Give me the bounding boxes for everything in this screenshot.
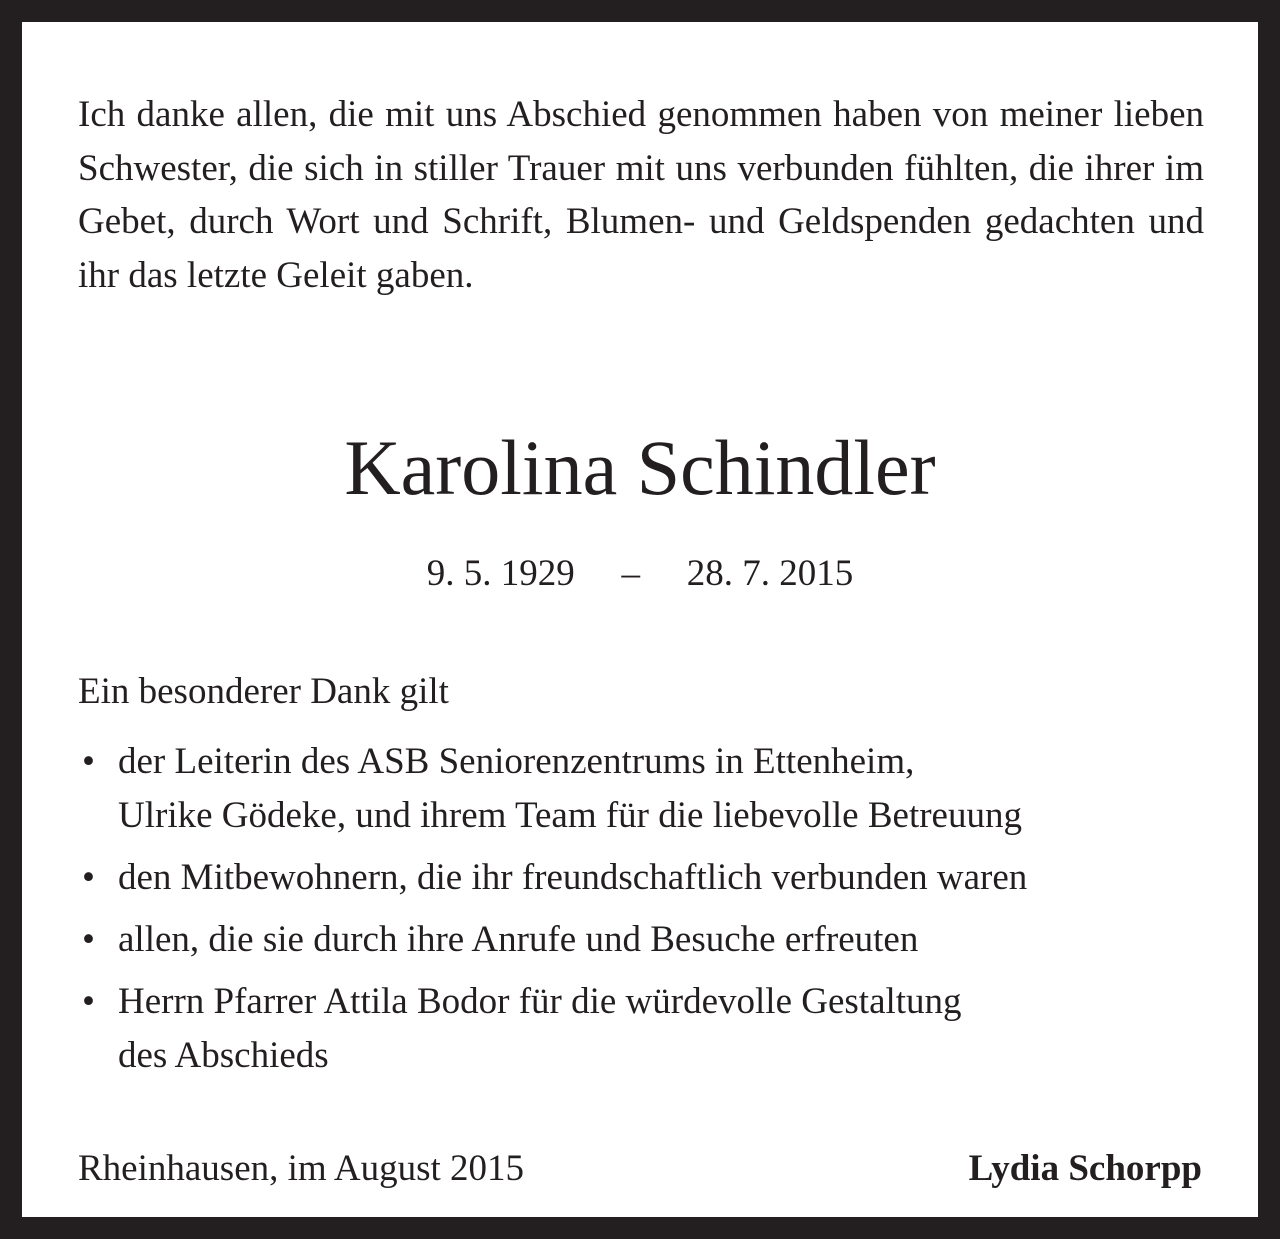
list-item: [78, 735, 1218, 843]
date-separator: –: [621, 553, 640, 594]
thanks-heading: Ein besonderer Dank gilt: [78, 671, 449, 712]
death-date: 28. 7. 2015: [686, 553, 854, 594]
life-dates: [22, 547, 1258, 601]
list-item: [78, 913, 1218, 967]
place-and-date: Rheinhausen, im August 2015: [78, 1148, 525, 1189]
list-item-line: Herrn Pfarrer Attila Bodor für die würdevolle Gestaltung: [118, 981, 962, 1022]
list-item-line: allen, die sie durch ihre Anrufe und Besuche erfreuten: [118, 919, 919, 960]
deceased-name: Karolina Schindler: [344, 424, 936, 511]
bullet-icon: •: [82, 857, 95, 898]
signature-name: Lydia Schorpp: [968, 1148, 1202, 1189]
list-item-line: des Abschieds: [118, 1035, 329, 1076]
bullet-icon: •: [82, 919, 95, 960]
intro-paragraph: Ich danke allen, die mit uns Abschied genommen haben von meiner lieben Schwester, die sich in stiller Trauer mit uns verbunden fühlten, die ihrer im Gebet, durch Wort und Schrift, Blumen- und Geldspenden gedachten und ihr das letzte Geleit gaben.: [78, 94, 1204, 296]
bullet-icon: •: [82, 741, 95, 782]
bullet-icon: •: [82, 981, 95, 1022]
list-item: [78, 975, 1218, 1083]
thanks-list: [78, 735, 1218, 1091]
birth-date: 9. 5. 1929: [426, 553, 575, 594]
list-item-line: der Leiterin des ASB Seniorenzentrums in Ettenheim,: [118, 741, 915, 782]
list-item-line: den Mitbewohnern, die ihr freundschaftlich verbunden waren: [118, 857, 1028, 898]
list-item: [78, 851, 1218, 905]
list-item-line: Ulrike Gödeke, und ihrem Team für die liebevolle Betreuung: [118, 795, 1022, 836]
